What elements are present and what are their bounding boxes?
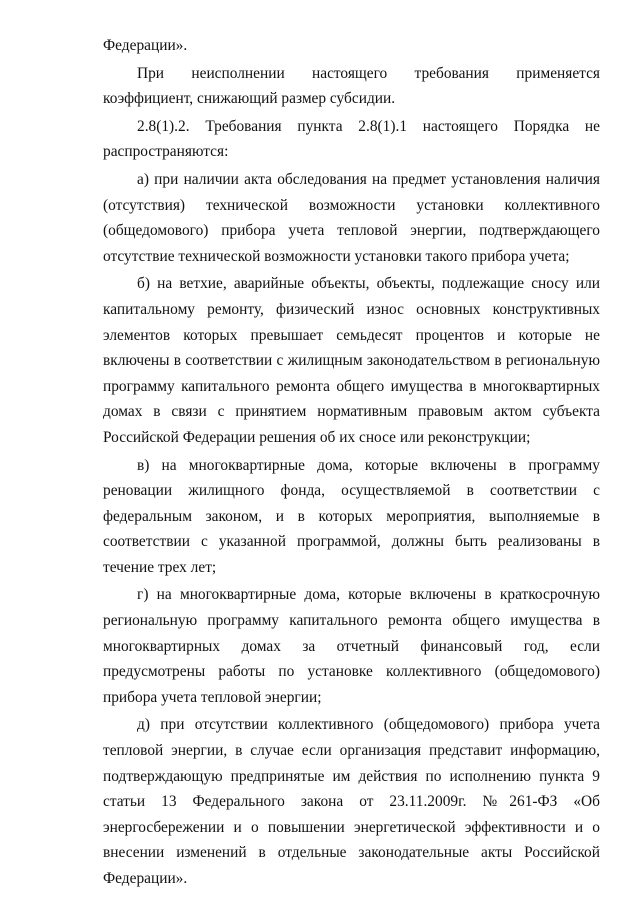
- paragraph-item-g: г) на многоквартирные дома, которые включены в краткосрочную региональную программу капитального ремонта общего имущества в многоквартирных домах за отчетный финансовый год, если предусмотрены работы по установке коллективного (общедомового) прибора учета тепловой энергии;: [103, 586, 600, 706]
- paragraph-continuation: Федерации».: [103, 37, 188, 54]
- paragraph-item-a: а) при наличии акта обследования на предмет установления наличия (отсутствия) технической возможности установки коллективного (общедомового) прибора учета тепловой энергии, подтверждающего отсутствие технической возможности установки такого прибора учета;: [103, 170, 600, 265]
- paragraph-item-d: д) при отсутствии коллективного (общедомового) прибора учета тепловой энергии, в случае если организация представит информацию, подтверждающую предпринятые им действия по исполнению пункта 9 статьи 13 Федерального закона от 23.11.2009г. №261-ФЗ «Об энергосбережении и о повышении энергетической эффективности и о внесении изменений в отдельные законодательные акты Российской Федерации».: [103, 716, 600, 887]
- paragraph-item-b: б) на ветхие, аварийные объекты, объекты, подлежащие сносу или капитальному ремонту, физический износ основных конструктивных элементов которых превышает семьдесят процентов и которые не включены в соответствии с жилищным законодательством в региональную программу капитального ремонта общего имущества в многоквартирных домах в связи с принятием нормативным правовым актом субъекта Российской Федерации решения об их сносе или реконструкции;: [103, 275, 600, 446]
- document-body: [103, 33, 600, 892]
- paragraph-clause-2-8-1-2: 2.8(1).2. Требования пункта 2.8(1).1 настоящего Порядка не распространяются:: [103, 117, 600, 161]
- paragraph-coefficient: При неисполнении настоящего требования применяется коэффициент, снижающий размер субсидии.: [103, 64, 600, 108]
- paragraph-item-v: в) на многоквартирные дома, которые включены в программу реновации жилищного фонда, осуществляемой в соответствии с федеральным законом, и в которых мероприятия, выполняемые в соответствии с указанной программой, должны быть реализованы в течение трех лет;: [103, 456, 600, 576]
